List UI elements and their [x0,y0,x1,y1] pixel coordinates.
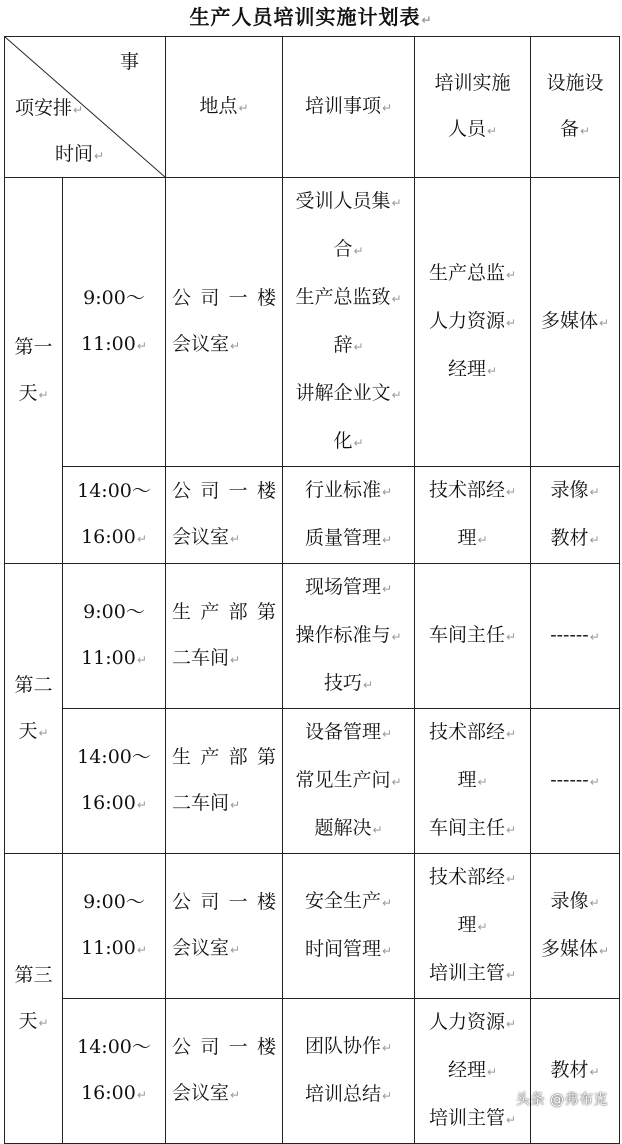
time-cell: 9:00～ 11:00↵ [63,564,166,709]
table-row [5,178,620,467]
content-cell: 安全生产↵ 时间管理↵ [283,854,415,999]
location-cell: 公 司 一 楼 会议室↵ [166,854,283,999]
watermark: 头条 @弗布克 [516,1092,608,1108]
training-plan-table [4,36,620,1144]
location-cell: 公 司 一 楼 会议室↵ [166,999,283,1144]
page-title: 生产人员培训实施计划表↵ [189,5,433,29]
location-cell: 生 产 部 第 二车间↵ [166,709,283,854]
time-cell: 14:00～ 16:00↵ [63,999,166,1144]
header-row [5,37,620,178]
day-cell: 第三 天↵ [5,854,63,1144]
location-cell: 公 司 一 楼 会议室↵ [166,178,283,467]
table-row [5,564,620,709]
personnel-cell: 生产总监↵ 人力资源↵ 经理↵ [415,178,531,467]
equipment-cell: 录像↵ 多媒体↵ [531,854,620,999]
personnel-cell: 人力资源↵ 经理↵ 培训主管↵ [415,999,531,1144]
table-row [5,467,620,564]
equipment-cell: 教材↵ [531,999,620,1144]
personnel-cell: 车间主任↵ [415,564,531,709]
equipment-cell: 多媒体↵ [531,178,620,467]
day-cell: 第二 天↵ [5,564,63,854]
header-personnel: 培训实施 人员↵ [415,37,531,178]
header-equipment: 设施设 备↵ [531,37,620,178]
table-row [5,709,620,854]
table-row [5,999,620,1144]
location-cell: 生 产 部 第 二车间↵ [166,564,283,709]
personnel-cell: 技术部经↵ 理↵ 培训主管↵ [415,854,531,999]
diagonal-header-cell [5,37,166,178]
paragraph-mark-icon: ↵ [421,13,433,27]
content-cell: 受训人员集↵ 合↵ 生产总监致↵ 辞↵ 讲解企业文↵ 化↵ [283,178,415,467]
header-location: 地点↵ [166,37,283,178]
time-cell: 9:00～ 11:00↵ [63,178,166,467]
header-content: 培训事项↵ [283,37,415,178]
time-cell: 14:00～ 16:00↵ [63,709,166,854]
table-row [5,854,620,999]
personnel-cell: 技术部经↵ 理↵ [415,467,531,564]
header-arrangement-label: 项安排↵ [15,97,84,119]
header-item-label: 事 [119,51,139,73]
equipment-cell: ------↵ [531,709,620,854]
header-time-label: 时间↵ [55,143,105,165]
personnel-cell: 技术部经↵ 理↵ 车间主任↵ [415,709,531,854]
equipment-cell: 录像↵ 教材↵ [531,467,620,564]
time-cell: 9:00～ 11:00↵ [63,854,166,999]
equipment-cell: ------↵ [531,564,620,709]
content-cell: 设备管理↵ 常见生产问↵ 题解决↵ [283,709,415,854]
location-cell: 公 司 一 楼 会议室↵ [166,467,283,564]
content-cell: 行业标准↵ 质量管理↵ [283,467,415,564]
content-cell: 现场管理↵ 操作标准与↵ 技巧↵ [283,564,415,709]
content-cell: 团队协作↵ 培训总结↵ [283,999,415,1144]
day-cell: 第一 天↵ [5,178,63,564]
time-cell: 14:00～ 16:00↵ [63,467,166,564]
